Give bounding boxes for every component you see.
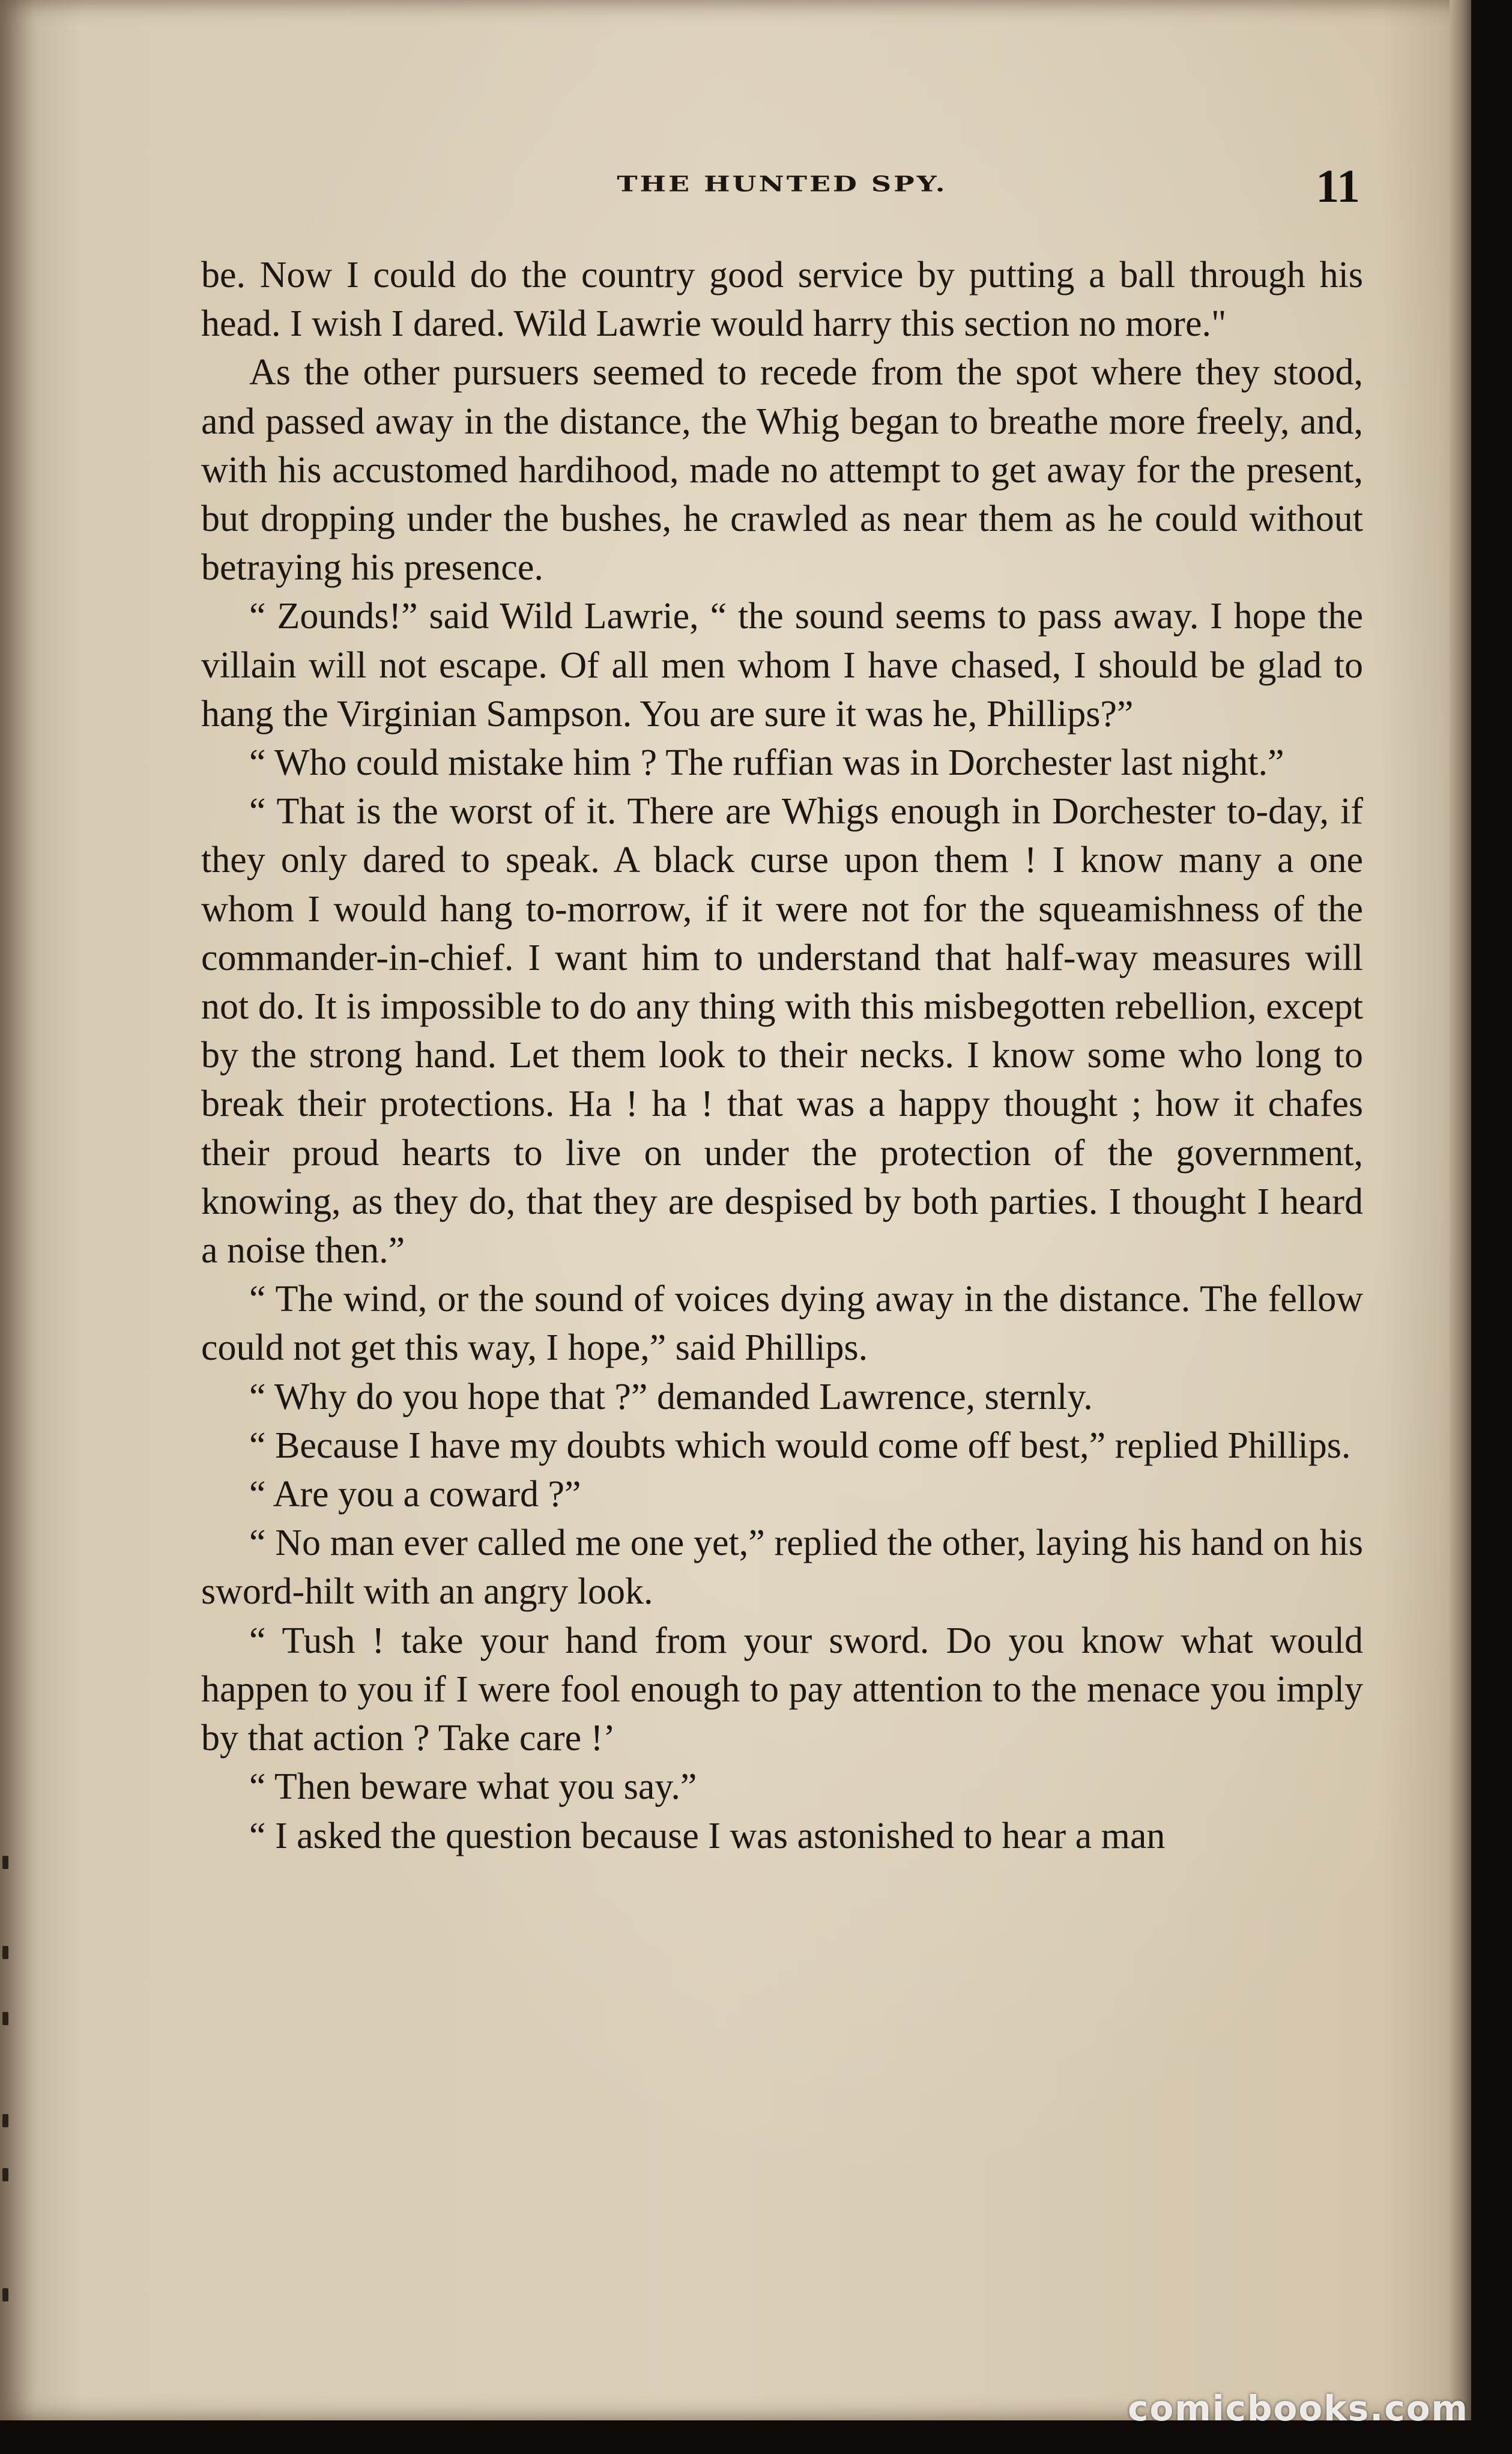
page-edge: [1450, 0, 1471, 2420]
paragraph: “ No man ever called me one yet,” replied the other, laying his hand on his sword-hilt with an angry look.: [201, 1522, 1363, 1613]
paragraph: “ I asked the question because I was astonished to hear a man: [249, 1815, 1166, 1856]
watermark-text: comicbooks.com: [1128, 2388, 1469, 2429]
paragraph: “ Tush ! take your hand from your sword. Do you know what would happen to you if I were fool enough to pay attention to the menace you imply by that action ? Take care !’: [201, 1620, 1363, 1759]
paragraph: “ The wind, or the sound of voices dying away in the distance. The fellow could not get this way, I hope,” said Phillips.: [201, 1279, 1363, 1369]
paragraph: “ Who could mistake him ? The ruffian was in Dorchester last night.”: [249, 742, 1284, 784]
paragraph: As the other pursuers seemed to recede from the spot where they stood, and passed away in the distance, the Whig began to breathe more freely, and, with his accustomed hardihood, made no attempt to get away for the present, but dropping under the bushes, he crawled as near them as he could without betraying his presence.: [201, 352, 1363, 589]
paragraph: “ Are you a coward ?”: [249, 1474, 581, 1515]
page-header: [198, 159, 1366, 213]
gutter-marks: [0, 1832, 24, 2372]
running-head: THE HUNTED SPY.: [617, 171, 948, 197]
paragraph: “ Zounds!” said Wild Lawrie, “ the sound seems to pass away. I hope the villain will not escape. Of all men whom I have chased, I should be glad to hang the Virginian Sampson. You are sure it was he, Phillips?”: [201, 596, 1363, 735]
body-text: [201, 251, 1363, 1861]
paragraph: be. Now I could do the country good service by putting a ball through his head. I wish I dared. Wild Lawrie would harry this section no more.": [201, 255, 1363, 345]
paragraph: “ Because I have my doubts which would come off best,” replied Phillips.: [249, 1425, 1351, 1466]
paragraph: “ That is the worst of it. There are Whigs enough in Dorchester to-day, if they only dared to speak. A black curse upon them ! I know many a one whom I would hang to-morrow, if it were not for the squeamishness of the commander-in-chief. I want him to understand that half-way measures will not do. It is impossible to do any thing with this misbegotten rebellion, except by the strong hand. Let them look to their necks. I know some who long to break their protections. Ha ! ha ! that was a happy thought ; how it chafes their proud hearts to live on under the protection of the government, knowing, as they do, that they are despised by both parties. I thought I heard a noise then.”: [201, 791, 1363, 1271]
paragraph: “ Why do you hope that ?” demanded Lawrence, sternly.: [249, 1376, 1093, 1417]
page-number: 11: [1316, 160, 1360, 212]
paragraph: “ Then beware what you say.”: [249, 1766, 697, 1808]
